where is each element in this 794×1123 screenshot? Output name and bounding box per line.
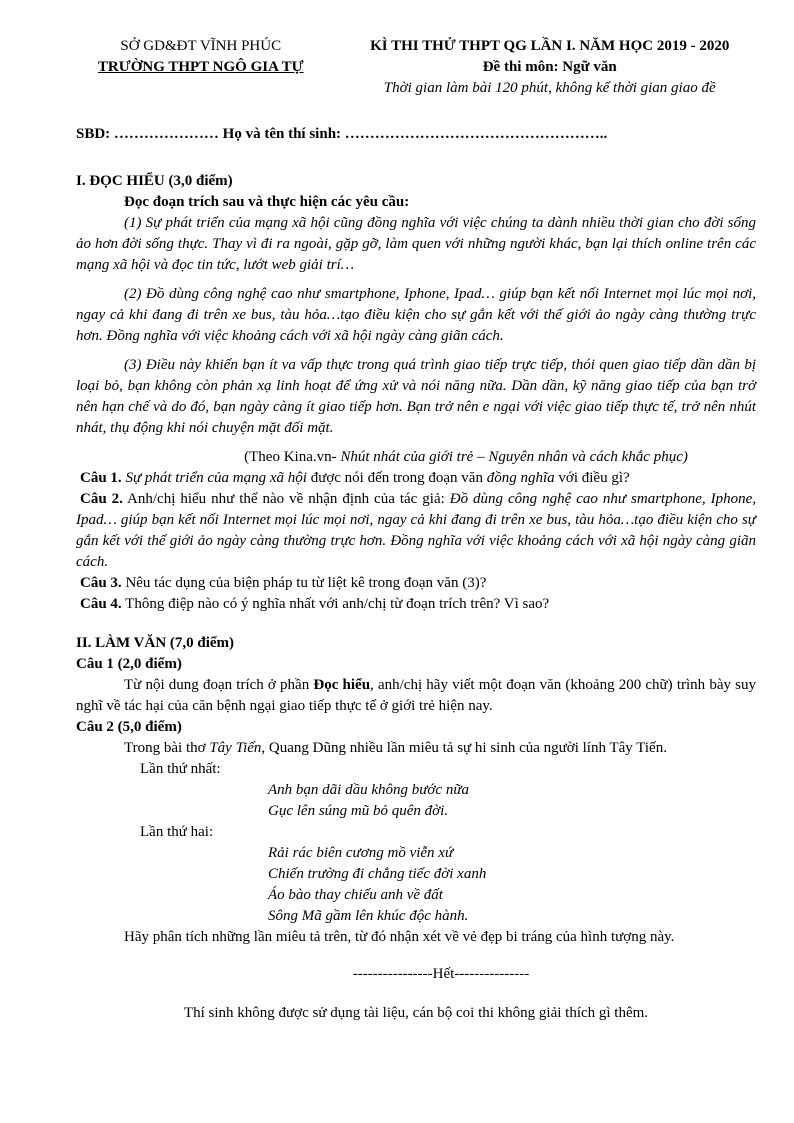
essay-2-part-c: , Quang Dũng nhiều lần miêu tả sự hi sinh của người lính Tây Tiến. (261, 740, 667, 756)
poem-excerpt-2-line-3: Áo bào thay chiếu anh về đất (268, 887, 443, 903)
question-1-part-d: với điều gì? (554, 470, 630, 486)
poem-excerpt-1-line-1: Anh bạn dãi dầu không bước nữa (268, 782, 470, 798)
passage-source (176, 447, 756, 468)
reading-instruction: Đọc đoạn trích sau và thực hiện các yêu cầu: (124, 194, 410, 210)
passage-paragraph-3: (3) Điều này khiến bạn ít va vấp thực trong quá trình giao tiếp trực tiếp, thói quen giao tiếp dần dần bị loại bỏ, bạn không còn phản xạ linh hoạt để ứng xử và nói năng nữa. Dần dần, kỹ năng giao tiếp của bạn trở nên hạn chế và do đó, bạn ngày càng ít giao tiếp hơn. Bạn trở nên e ngại với việc giao tiếp thực tế, trở nên nhút nhát, thụ động khi nói chuyện mặt đối mặt. (76, 357, 756, 436)
essay-1-title: Câu 1 (2,0 điểm) (76, 656, 182, 672)
first-excerpt-label: Lần thứ nhất: (140, 761, 221, 777)
department-name: SỞ GD&ĐT VĨNH PHÚC (120, 38, 282, 54)
question-3-text: Nêu tác dụng của biện pháp tu từ liệt kê trong đoạn văn (3)? (121, 575, 487, 591)
source-title: Nhút nhát của giới trẻ – Nguyên nhân và cách khắc phục) (340, 449, 688, 465)
section-writing-title: II. LÀM VĂN (7,0 điểm) (76, 635, 235, 651)
question-3 (76, 573, 756, 594)
question-1-part-c: đồng nghĩa (486, 470, 555, 486)
essay-1-part-c: , anh/chị hãy viết một đoạn văn (khoảng 200 chữ) trình bày suy nghĩ về tác hại của căn bệnh ngại giao tiếp thực tế ở giới trẻ hiện nay. (76, 677, 757, 714)
question-2 (76, 489, 756, 573)
passage-paragraph-1: (1) Sự phát triển của mạng xã hội cũng đồng nghĩa với việc chúng ta dành nhiều thời gian cho đời sống ảo hơn đời sống thực. Thay vì đi ra ngoài, gặp gỡ, làm quen với những người khác, bạn lại thích online trên các mạng xã hội và đọc tin tức, lướt web giải trí… (76, 215, 756, 273)
essay-1-part-a: Từ nội dung đoạn trích ở phần (124, 677, 314, 693)
exam-header (76, 36, 756, 98)
section-reading-title: I. ĐỌC HIỂU (3,0 điểm) (76, 173, 233, 189)
question-4-text: Thông điệp nào có ý nghĩa nhất với anh/chị từ đoạn trích trên? Vì sao? (121, 596, 550, 612)
exam-subject: Đề thi môn: Ngữ văn (482, 59, 617, 75)
candidate-info-line: SBD: ………………… Họ và tên thí sinh: …………………………………………….. (76, 126, 608, 142)
end-mark: ----------------Hết--------------- (352, 966, 530, 982)
essay-2-title: Câu 2 (5,0 điểm) (76, 719, 182, 735)
second-excerpt-label: Lần thứ hai: (140, 824, 214, 840)
poem-excerpt-1-line-2: Gục lên súng mũ bỏ quên đời. (268, 803, 449, 819)
essay-2-poem-title: Tây Tiến (209, 740, 262, 756)
exam-title: KÌ THI THỬ THPT QG LẦN I. NĂM HỌC 2019 - 2020 (370, 38, 730, 54)
question-1 (76, 468, 756, 489)
essay-1-part-b: Đọc hiểu (313, 677, 371, 693)
question-2-label: Câu 2. (80, 491, 123, 507)
question-4 (76, 594, 756, 615)
question-1-part-a: Sự phát triển của mạng xã hội (121, 470, 307, 486)
passage-paragraph-2: (2) Đồ dùng công nghệ cao như smartphone, Iphone, Ipad… giúp bạn kết nối Internet mọi lúc mọi nơi, ngay cả khi đang đi trên xe bus, tàu hỏa…tạo điều kiện cho sự gắn kết với thế giới ảo ngày càng thường trực hơn. Đồng nghĩa với việc khoảng cách với xã hội ngày càng giãn cách. (76, 286, 756, 344)
question-2-quote: Đồ dùng công nghệ cao như smartphone, Iphone, Ipad… giúp bạn kết nối Internet mọi lúc mọi nơi, ngay cả khi đang đi trên xe bus, tàu hỏa…tạo điều kiện cho sự gắn kết với thế giới ảo ngày càng thường trực hơn. Đồng nghĩa với việc khoảng cách với xã hội ngày càng giãn cách. (76, 491, 756, 570)
essay-2-part-a: Trong bài thơ (124, 740, 210, 756)
essay-2-task: Hãy phân tích những lần miêu tả trên, từ đó nhận xét về vẻ đẹp bi tráng của hình tượng này. (124, 929, 675, 945)
poem-excerpt-2-line-2: Chiến trường đi chẳng tiếc đời xanh (268, 866, 487, 882)
question-2-part-a: Anh/chị hiểu như thế nào về nhận định của tác giả: (122, 491, 450, 507)
exam-time: Thời gian làm bài 120 phút, không kể thời gian giao đề (383, 80, 716, 96)
question-1-part-b: được nói đến trong đoạn văn (306, 470, 487, 486)
poem-excerpt-2-line-1: Rải rác biên cương mồ viễn xứ (268, 845, 454, 861)
exam-note: Thí sinh không được sử dụng tài liệu, cán bộ coi thi không giải thích gì thêm. (183, 1005, 649, 1021)
question-1-label: Câu 1. (80, 470, 122, 486)
essay-1-prompt (76, 675, 756, 717)
school-name: TRƯỜNG THPT NGÔ GIA TỰ (97, 59, 304, 75)
issuer-block (68, 36, 333, 98)
question-3-label: Câu 3. (80, 575, 122, 591)
question-4-label: Câu 4. (80, 596, 122, 612)
exam-info-block (333, 36, 766, 98)
source-prefix: (Theo Kina.vn- (244, 449, 341, 465)
poem-excerpt-2-line-4: Sông Mã gầm lên khúc độc hành. (268, 908, 469, 924)
essay-2-intro (76, 738, 756, 759)
exam-page (76, 36, 756, 1024)
